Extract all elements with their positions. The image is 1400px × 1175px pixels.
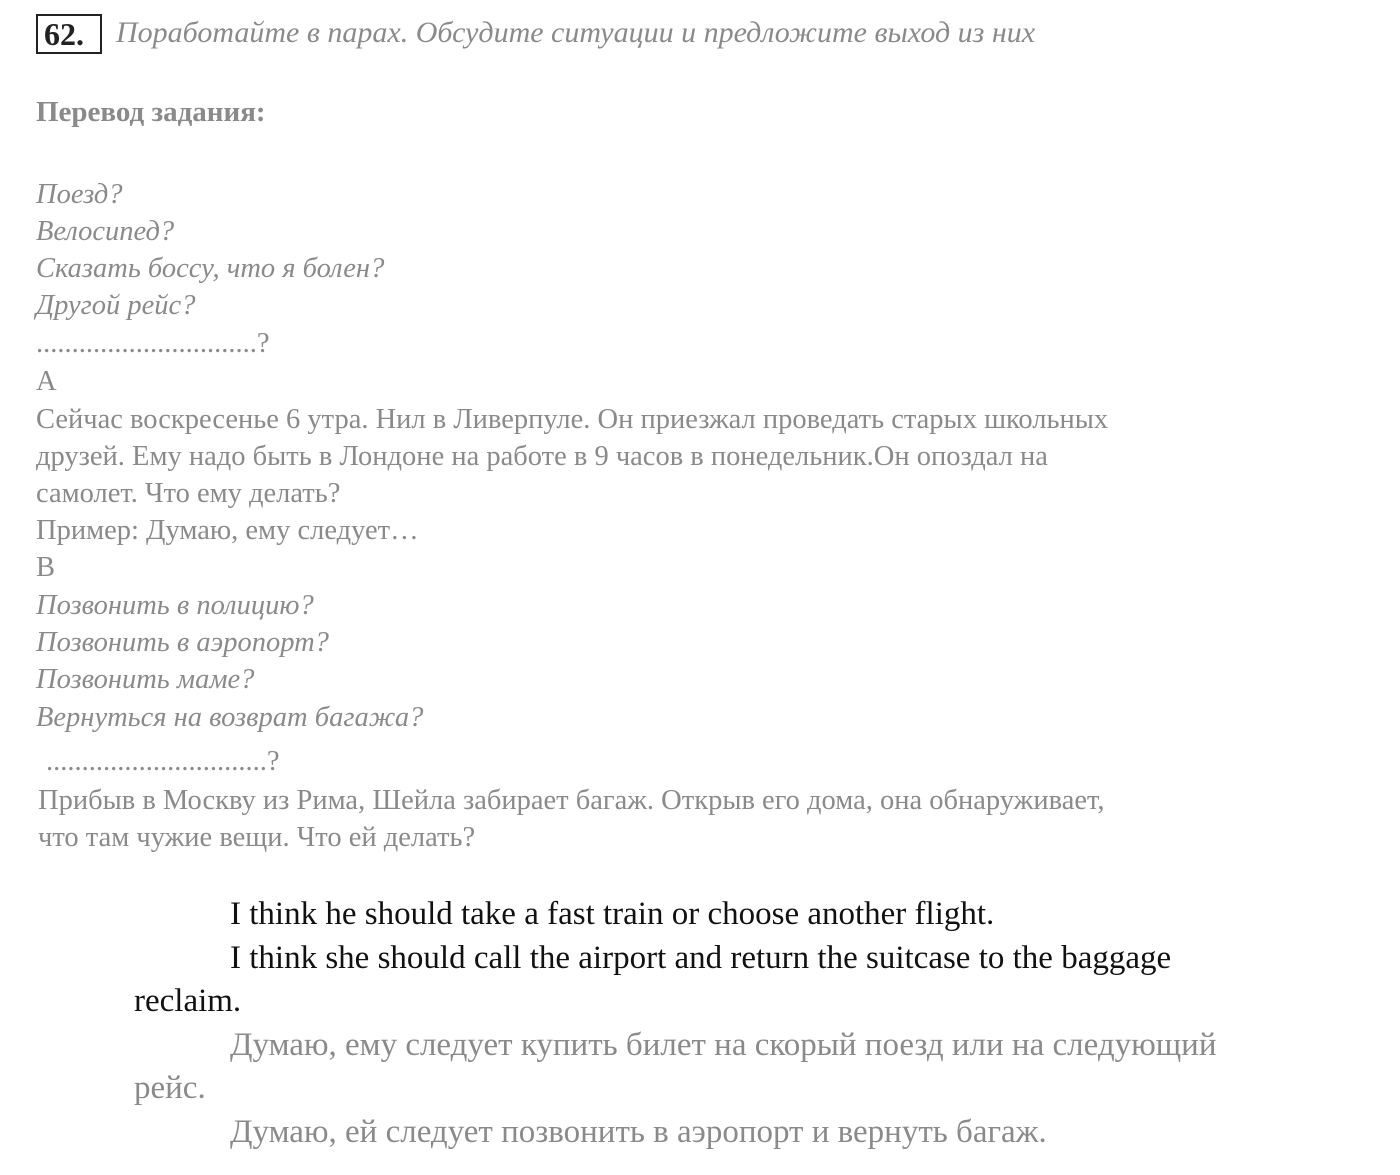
exercise-instruction: Поработайте в парах. Обсудите ситуации и предложите выход из них [116, 16, 1036, 49]
option-a-3: Сказать боссу, что я болен? [36, 253, 385, 284]
option-a-1: Поезд? [36, 179, 123, 210]
option-b-4: Вернуться на возврат багажа? [36, 702, 424, 733]
option-b-1: Позвонить в полицию? [36, 590, 314, 621]
situation-b-line-2: что там чужие вещи. Что ей делать? [38, 822, 476, 853]
option-b-2: Позвонить в аэропорт? [36, 627, 329, 658]
option-a-2: Велосипед? [36, 216, 175, 247]
example-line: Пример: Думаю, ему следует… [36, 515, 419, 546]
dots-a: ...............................? [36, 328, 270, 359]
answer-ru-2: Думаю, ей следует позвонить в аэропорт и вернуть багаж. [230, 1113, 1047, 1150]
option-b-3: Позвонить маме? [36, 664, 255, 695]
translation-title: Перевод задания: [36, 96, 266, 128]
situation-a-line-1: Сейчас воскресенье 6 утра. Нил в Ливерпуле. Он приезжал проведать старых школьных [36, 404, 1109, 435]
situation-b-line-1: Прибыв в Москву из Рима, Шейла забирает багаж. Открыв его дома, она обнаруживает, [38, 785, 1105, 816]
label-b: B [36, 552, 56, 583]
answer-ru-1: Думаю, ему следует купить билет на скорый поезд или на следующий рейс. [134, 1026, 1217, 1106]
answers-block [134, 893, 1274, 1154]
situation-a-line-2: друзей. Ему надо быть в Лондоне на работе в 9 часов в понедельник.Он опоздал на [36, 441, 1048, 472]
option-a-4: Другой рейс? [36, 290, 196, 321]
label-a: A [36, 366, 57, 397]
answer-en-2: I think she should call the airport and return the suitcase to the baggage reclaim. [134, 939, 1172, 1019]
dots-b: ...............................? [46, 746, 280, 777]
answer-en-1: I think he should take a fast train or choose another flight. [230, 896, 995, 932]
situation-a-line-3: самолет. Что ему делать? [36, 478, 341, 509]
exercise-number: 62. [36, 14, 102, 54]
